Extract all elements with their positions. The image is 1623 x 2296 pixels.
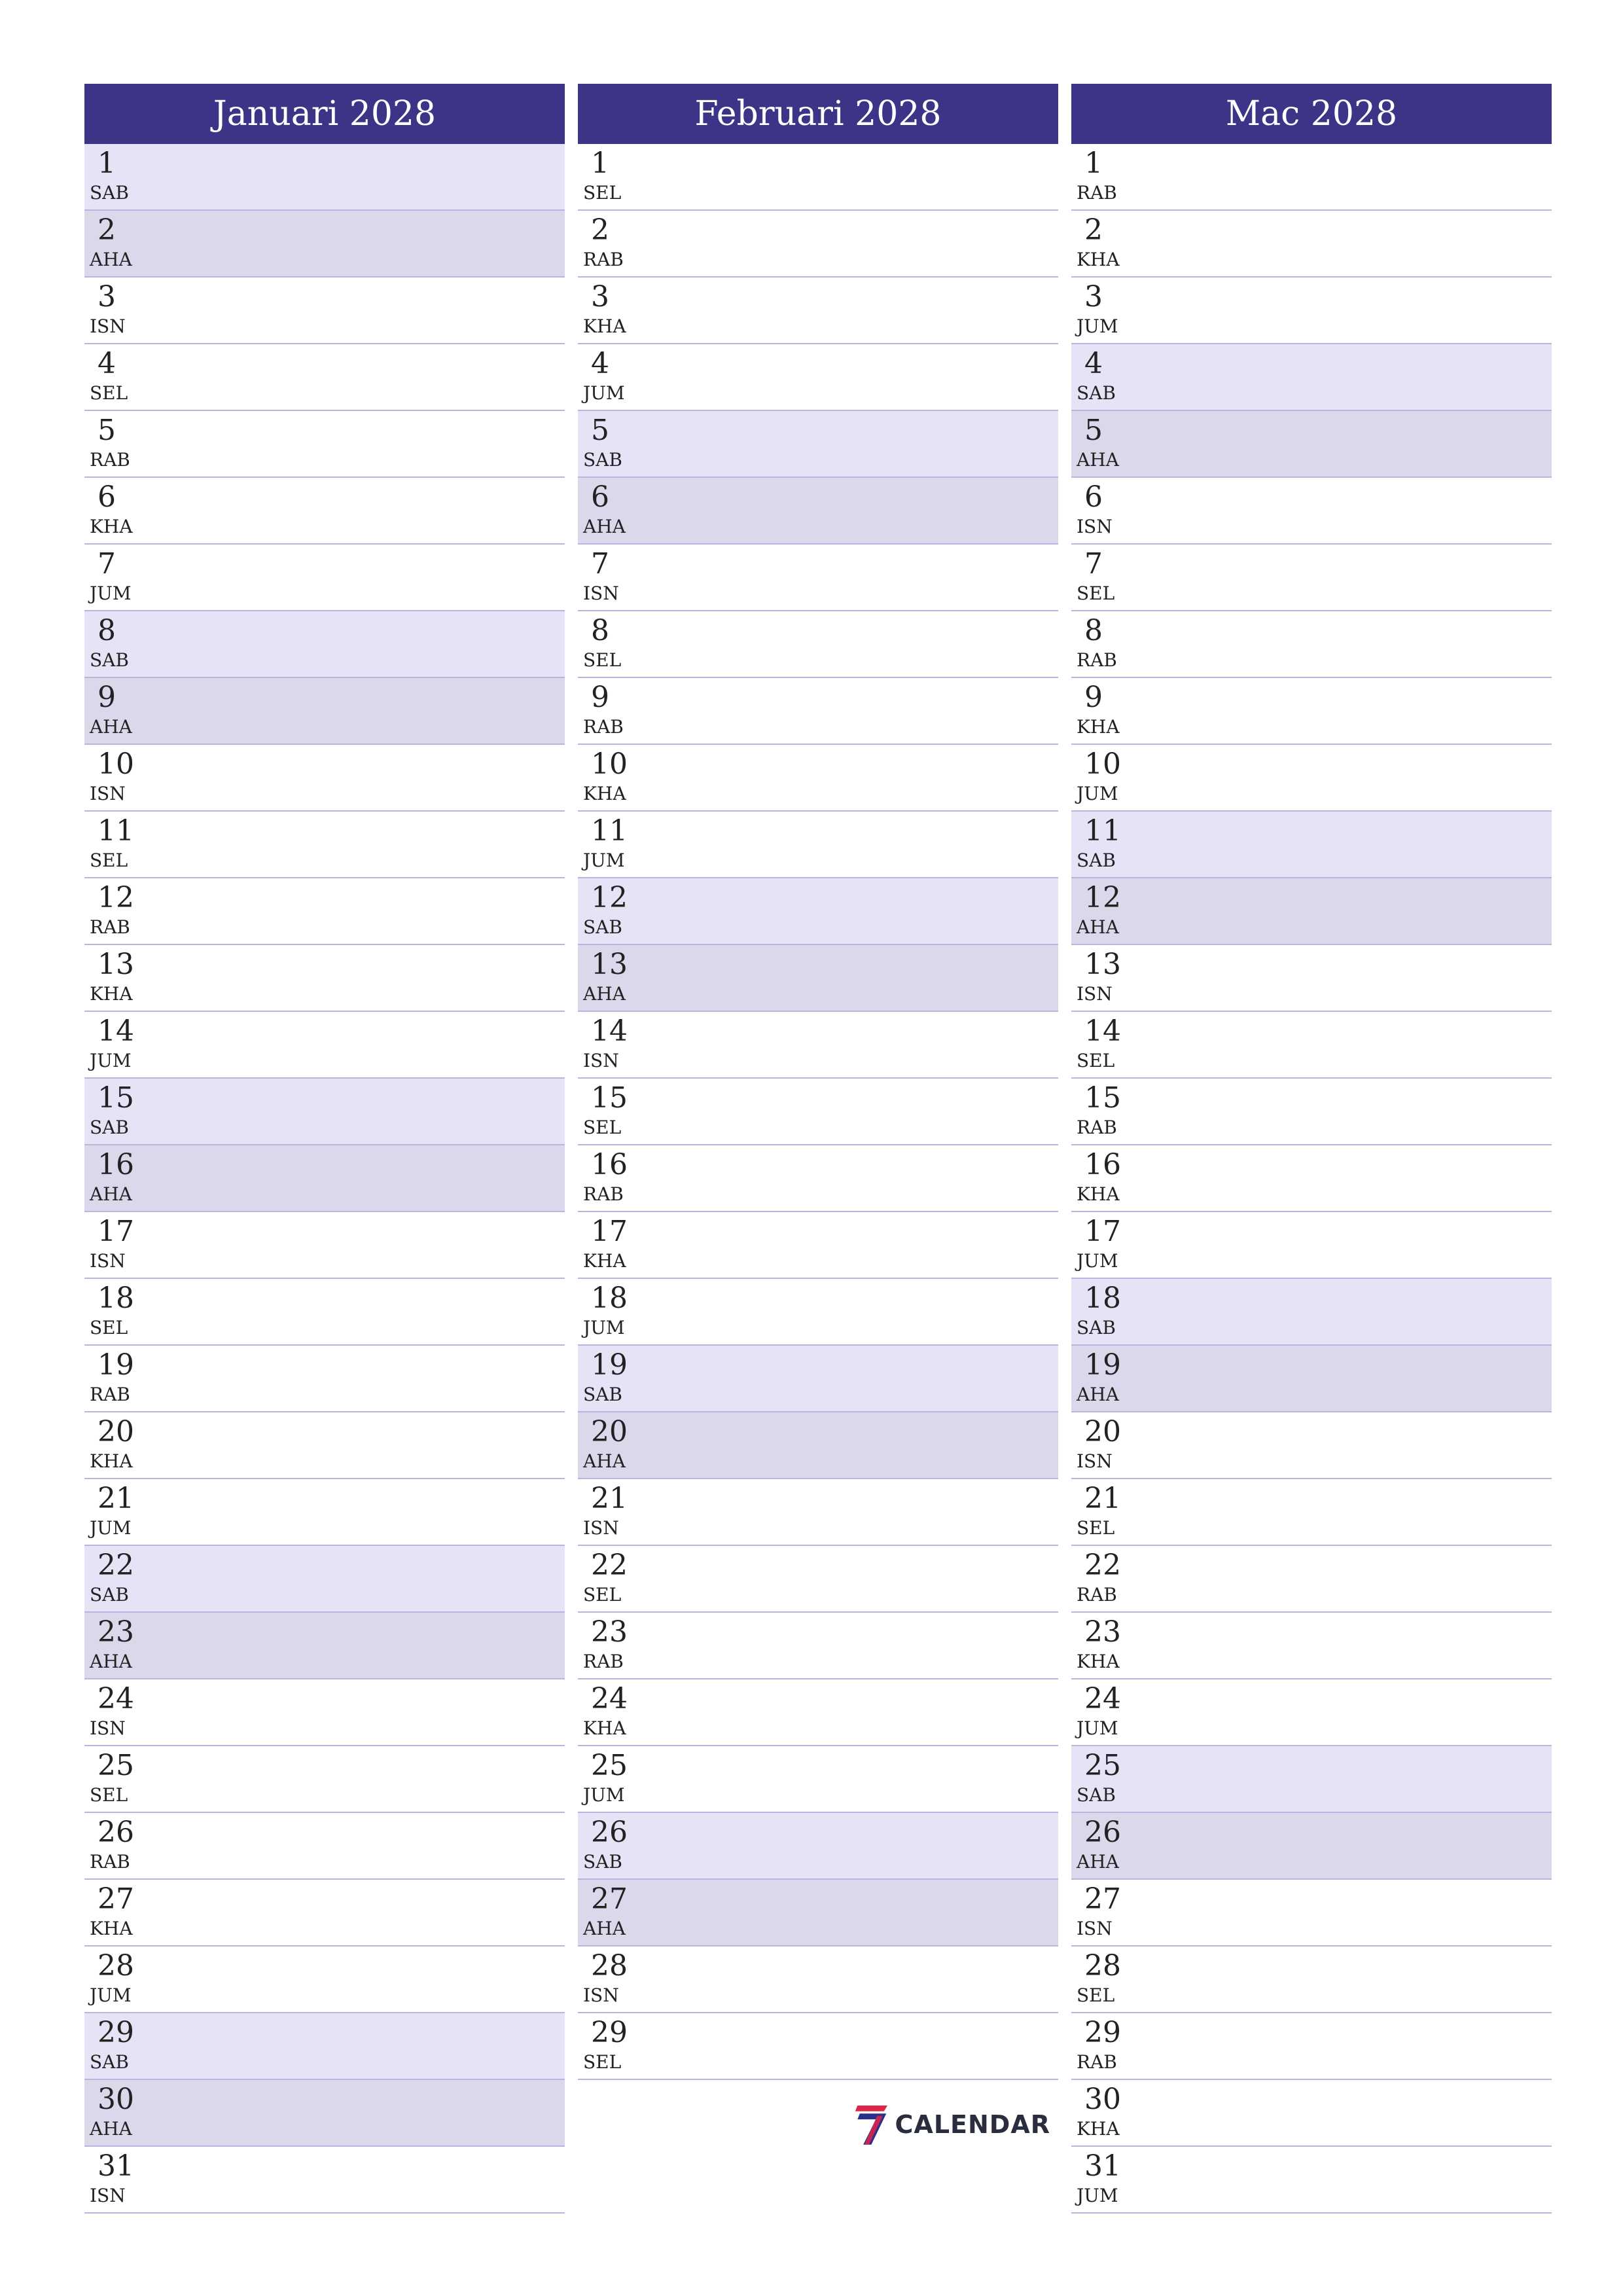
day-row	[1071, 411, 1552, 478]
month-march	[1071, 84, 1552, 2214]
day-row	[578, 1145, 1058, 1212]
day-number: 27	[591, 1882, 628, 1916]
day-row	[578, 1880, 1058, 1946]
day-of-week: RAB	[583, 249, 624, 270]
day-row	[84, 211, 565, 278]
day-row	[1071, 478, 1552, 545]
day-number: 23	[98, 1615, 134, 1649]
day-number: 2	[1084, 213, 1103, 247]
day-number: 25	[98, 1749, 134, 1782]
day-of-week: RAB	[583, 1651, 624, 1672]
day-of-week: JUM	[1077, 2185, 1118, 2206]
day-row	[578, 344, 1058, 411]
day-number: 15	[1084, 1081, 1121, 1115]
day-number: 2	[591, 213, 609, 247]
day-row	[578, 1079, 1058, 1145]
day-row	[84, 545, 565, 611]
day-number: 6	[1084, 480, 1103, 514]
day-row	[1071, 545, 1552, 611]
day-of-week: RAB	[583, 1183, 624, 1205]
day-number: 20	[1084, 1415, 1121, 1448]
day-number: 16	[98, 1148, 134, 1181]
day-row	[578, 478, 1058, 545]
day-number: 29	[591, 2016, 628, 2049]
day-row	[84, 2147, 565, 2214]
day-row	[578, 545, 1058, 611]
day-of-week: SEL	[1077, 1517, 1115, 1539]
day-row	[1071, 2147, 1552, 2214]
day-of-week: JUM	[90, 1984, 132, 2006]
day-row	[1071, 812, 1552, 878]
day-number: 7	[591, 547, 609, 581]
day-of-week: SAB	[90, 2051, 129, 2073]
day-row	[84, 1145, 565, 1212]
day-of-week: JUM	[583, 850, 625, 871]
day-row	[1071, 1279, 1552, 1346]
day-row	[578, 878, 1058, 945]
day-number: 7	[98, 547, 116, 581]
day-row	[1071, 611, 1552, 678]
day-number: 29	[98, 2016, 134, 2049]
day-of-week: ISN	[583, 583, 619, 604]
day-row	[84, 812, 565, 878]
day-row	[578, 211, 1058, 278]
day-of-week: SAB	[583, 1851, 622, 1873]
day-row	[84, 1946, 565, 2013]
day-row	[1071, 1746, 1552, 1813]
day-of-week: KHA	[583, 315, 626, 337]
day-row	[84, 144, 565, 211]
day-row	[1071, 1212, 1552, 1279]
day-of-week: SEL	[583, 649, 622, 671]
day-row	[578, 144, 1058, 211]
day-of-week: JUM	[583, 382, 625, 404]
day-number: 14	[591, 1014, 628, 1048]
day-row	[1071, 745, 1552, 812]
day-number: 14	[1084, 1014, 1121, 1048]
day-of-week: AHA	[1077, 1851, 1119, 1873]
day-of-week: KHA	[1077, 716, 1120, 738]
day-of-week: KHA	[1077, 2118, 1120, 2140]
day-row	[578, 1679, 1058, 1746]
day-of-week: RAB	[1077, 2051, 1117, 2073]
day-of-week: JUM	[90, 583, 132, 604]
day-row	[1071, 1546, 1552, 1613]
day-row	[578, 1546, 1058, 1613]
day-number: 9	[98, 681, 116, 714]
day-number: 17	[1084, 1215, 1121, 1248]
day-of-week: AHA	[90, 2118, 132, 2140]
day-number: 9	[591, 681, 609, 714]
day-number: 16	[591, 1148, 628, 1181]
day-number: 6	[591, 480, 609, 514]
day-number: 24	[1084, 1682, 1121, 1715]
day-row	[578, 1012, 1058, 1079]
day-row	[578, 945, 1058, 1012]
day-row	[1071, 1613, 1552, 1679]
day-row	[84, 878, 565, 945]
day-number: 3	[98, 280, 116, 314]
day-row	[84, 411, 565, 478]
day-row	[1071, 1346, 1552, 1412]
day-row	[84, 2013, 565, 2080]
day-of-week: SAB	[583, 1384, 622, 1405]
day-number: 16	[1084, 1148, 1121, 1181]
day-number: 12	[98, 881, 134, 914]
day-number: 13	[591, 948, 628, 981]
day-number: 25	[591, 1749, 628, 1782]
day-row	[84, 1012, 565, 1079]
day-of-week: KHA	[90, 983, 133, 1005]
day-of-week: ISN	[583, 1050, 619, 1071]
day-of-week: SAB	[1077, 1317, 1116, 1338]
day-number: 7	[1084, 547, 1103, 581]
day-number: 23	[1084, 1615, 1121, 1649]
day-of-week: JUM	[1077, 783, 1118, 804]
day-row	[578, 611, 1058, 678]
day-of-week: ISN	[1077, 983, 1113, 1005]
day-of-week: KHA	[583, 783, 626, 804]
month-february	[578, 84, 1058, 2080]
day-of-week: AHA	[90, 1183, 132, 1205]
day-row	[84, 2080, 565, 2147]
day-row	[84, 478, 565, 545]
day-number: 24	[98, 1682, 134, 1715]
day-of-week: RAB	[1077, 1117, 1117, 1138]
brand-text: CALENDAR	[895, 2110, 1050, 2139]
day-row	[84, 678, 565, 745]
day-number: 18	[98, 1282, 134, 1315]
day-row	[84, 1813, 565, 1880]
day-row	[84, 1279, 565, 1346]
day-of-week: SAB	[90, 182, 129, 204]
day-row	[84, 1212, 565, 1279]
day-of-week: SEL	[583, 1117, 622, 1138]
day-row	[578, 411, 1058, 478]
day-of-week: ISN	[90, 2185, 126, 2206]
day-number: 27	[98, 1882, 134, 1916]
day-row	[84, 611, 565, 678]
day-row	[1071, 1946, 1552, 2013]
day-row	[84, 278, 565, 344]
day-of-week: SAB	[1077, 850, 1116, 871]
day-row	[1071, 2080, 1552, 2147]
day-number: 27	[1084, 1882, 1121, 1916]
day-of-week: SEL	[583, 2051, 622, 2073]
day-number: 3	[1084, 280, 1103, 314]
day-of-week: JUM	[1077, 1717, 1118, 1739]
day-of-week: ISN	[90, 1250, 126, 1272]
day-row	[1071, 344, 1552, 411]
day-number: 10	[1084, 747, 1121, 781]
day-of-week: SEL	[1077, 1984, 1115, 2006]
day-row	[1071, 1145, 1552, 1212]
day-number: 22	[98, 1549, 134, 1582]
day-number: 14	[98, 1014, 134, 1048]
day-row	[1071, 278, 1552, 344]
day-row	[1071, 1012, 1552, 1079]
day-of-week: JUM	[1077, 315, 1118, 337]
day-number: 10	[591, 747, 628, 781]
day-number: 31	[98, 2149, 134, 2183]
day-number: 9	[1084, 681, 1103, 714]
day-of-week: KHA	[583, 1717, 626, 1739]
day-number: 12	[591, 881, 628, 914]
day-number: 11	[591, 814, 628, 848]
day-number: 3	[591, 280, 609, 314]
day-number: 8	[98, 614, 116, 647]
day-number: 26	[591, 1816, 628, 1849]
day-of-week: ISN	[1077, 516, 1113, 537]
day-of-week: SEL	[90, 850, 128, 871]
day-row	[578, 1946, 1058, 2013]
day-of-week: SEL	[90, 382, 128, 404]
day-of-week: ISN	[583, 1984, 619, 2006]
day-row	[1071, 678, 1552, 745]
day-of-week: RAB	[90, 449, 130, 471]
day-number: 5	[591, 414, 609, 447]
day-number: 26	[1084, 1816, 1121, 1849]
day-number: 21	[1084, 1482, 1121, 1515]
day-of-week: AHA	[1077, 449, 1119, 471]
day-number: 20	[591, 1415, 628, 1448]
day-row	[84, 1412, 565, 1479]
day-number: 19	[591, 1348, 628, 1382]
month-title: Januari 2028	[84, 84, 565, 144]
day-list	[578, 144, 1058, 2080]
day-number: 13	[98, 948, 134, 981]
day-row	[578, 1212, 1058, 1279]
day-of-week: JUM	[1077, 1250, 1118, 1272]
day-of-week: ISN	[90, 315, 126, 337]
day-row	[578, 1613, 1058, 1679]
day-number: 4	[98, 347, 116, 380]
day-of-week: ISN	[583, 1517, 619, 1539]
day-of-week: RAB	[583, 716, 624, 738]
day-of-week: SAB	[90, 1584, 129, 1605]
day-row	[84, 1079, 565, 1145]
day-row	[1071, 1679, 1552, 1746]
day-number: 28	[98, 1949, 134, 1982]
day-of-week: SEL	[583, 1584, 622, 1605]
day-row	[578, 1279, 1058, 1346]
day-number: 30	[98, 2083, 134, 2116]
day-row	[84, 1546, 565, 1613]
day-of-week: AHA	[583, 1918, 626, 1939]
day-of-week: SEL	[90, 1317, 128, 1338]
day-row	[84, 1346, 565, 1412]
day-row	[1071, 945, 1552, 1012]
day-of-week: SAB	[1077, 382, 1116, 404]
day-of-week: SAB	[583, 916, 622, 938]
day-row	[1071, 878, 1552, 945]
day-of-week: SAB	[90, 649, 129, 671]
day-of-week: KHA	[90, 516, 133, 537]
day-of-week: KHA	[1077, 1183, 1120, 1205]
day-of-week: ISN	[1077, 1918, 1113, 1939]
day-number: 21	[98, 1482, 134, 1515]
day-of-week: KHA	[90, 1450, 133, 1472]
day-row	[84, 1613, 565, 1679]
day-of-week: AHA	[583, 983, 626, 1005]
day-row	[1071, 1813, 1552, 1880]
day-number: 17	[591, 1215, 628, 1248]
day-row	[578, 1479, 1058, 1546]
day-of-week: RAB	[1077, 649, 1117, 671]
day-of-week: SEL	[583, 182, 622, 204]
day-list	[84, 144, 565, 2214]
day-number: 6	[98, 480, 116, 514]
day-of-week: ISN	[90, 783, 126, 804]
day-number: 12	[1084, 881, 1121, 914]
day-of-week: AHA	[583, 516, 626, 537]
day-row	[84, 1746, 565, 1813]
day-of-week: AHA	[583, 1450, 626, 1472]
day-number: 8	[591, 614, 609, 647]
day-number: 24	[591, 1682, 628, 1715]
day-number: 1	[591, 147, 609, 180]
day-number: 26	[98, 1816, 134, 1849]
day-of-week: RAB	[90, 1851, 130, 1873]
day-number: 5	[98, 414, 116, 447]
day-of-week: RAB	[1077, 182, 1117, 204]
day-of-week: KHA	[1077, 249, 1120, 270]
day-number: 1	[1084, 147, 1103, 180]
day-number: 25	[1084, 1749, 1121, 1782]
day-row	[84, 1479, 565, 1546]
day-of-week: AHA	[1077, 1384, 1119, 1405]
brand-logo	[854, 2098, 1050, 2151]
day-number: 10	[98, 747, 134, 781]
day-row	[84, 745, 565, 812]
day-of-week: JUM	[90, 1517, 132, 1539]
seven-logo-icon	[854, 2099, 890, 2150]
day-of-week: AHA	[90, 249, 132, 270]
month-title: Mac 2028	[1071, 84, 1552, 144]
day-of-week: JUM	[583, 1317, 625, 1338]
day-of-week: RAB	[1077, 1584, 1117, 1605]
day-number: 11	[98, 814, 134, 848]
day-number: 2	[98, 213, 116, 247]
day-of-week: JUM	[583, 1784, 625, 1806]
day-of-week: AHA	[90, 1651, 132, 1672]
day-of-week: ISN	[90, 1717, 126, 1739]
day-of-week: SEL	[1077, 1050, 1115, 1071]
day-row	[84, 1679, 565, 1746]
day-row	[1071, 2013, 1552, 2080]
day-of-week: SEL	[90, 1784, 128, 1806]
day-row	[1071, 211, 1552, 278]
day-row	[1071, 1479, 1552, 1546]
month-title: Februari 2028	[578, 84, 1058, 144]
day-number: 15	[591, 1081, 628, 1115]
day-of-week: RAB	[90, 916, 130, 938]
day-number: 29	[1084, 2016, 1121, 2049]
day-number: 18	[1084, 1282, 1121, 1315]
day-row	[578, 1813, 1058, 1880]
day-number: 31	[1084, 2149, 1121, 2183]
day-number: 15	[98, 1081, 134, 1115]
day-of-week: SAB	[583, 449, 622, 471]
day-list	[1071, 144, 1552, 2214]
day-number: 28	[591, 1949, 628, 1982]
day-of-week: SAB	[1077, 1784, 1116, 1806]
day-row	[578, 278, 1058, 344]
day-number: 28	[1084, 1949, 1121, 1982]
day-row	[84, 945, 565, 1012]
day-number: 11	[1084, 814, 1121, 848]
day-number: 17	[98, 1215, 134, 1248]
day-of-week: SAB	[90, 1117, 129, 1138]
day-number: 23	[591, 1615, 628, 1649]
day-number: 21	[591, 1482, 628, 1515]
day-row	[1071, 1880, 1552, 1946]
day-number: 8	[1084, 614, 1103, 647]
day-row	[84, 1880, 565, 1946]
day-row	[1071, 144, 1552, 211]
day-number: 30	[1084, 2083, 1121, 2116]
day-number: 22	[1084, 1549, 1121, 1582]
day-of-week: KHA	[583, 1250, 626, 1272]
day-row	[578, 1746, 1058, 1813]
day-row	[578, 1346, 1058, 1412]
day-number: 18	[591, 1282, 628, 1315]
day-row	[84, 344, 565, 411]
day-of-week: SEL	[1077, 583, 1115, 604]
day-row	[578, 812, 1058, 878]
day-of-week: JUM	[90, 1050, 132, 1071]
day-of-week: KHA	[1077, 1651, 1120, 1672]
day-row	[578, 2013, 1058, 2080]
day-number: 20	[98, 1415, 134, 1448]
month-january	[84, 84, 565, 2214]
day-row	[578, 1412, 1058, 1479]
day-number: 13	[1084, 948, 1121, 981]
day-of-week: RAB	[90, 1384, 130, 1405]
day-row	[1071, 1412, 1552, 1479]
day-row	[578, 745, 1058, 812]
day-number: 4	[591, 347, 609, 380]
day-number: 4	[1084, 347, 1103, 380]
day-number: 22	[591, 1549, 628, 1582]
day-of-week: AHA	[1077, 916, 1119, 938]
day-row	[578, 678, 1058, 745]
day-row	[1071, 1079, 1552, 1145]
day-of-week: KHA	[90, 1918, 133, 1939]
day-number: 1	[98, 147, 116, 180]
day-number: 19	[1084, 1348, 1121, 1382]
day-number: 5	[1084, 414, 1103, 447]
day-of-week: AHA	[90, 716, 132, 738]
day-number: 19	[98, 1348, 134, 1382]
day-of-week: ISN	[1077, 1450, 1113, 1472]
